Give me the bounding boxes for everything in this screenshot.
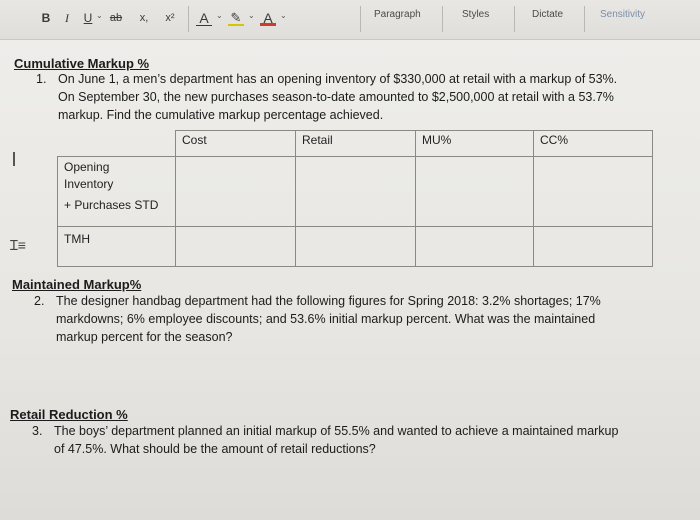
table-header-cc[interactable]: CC% xyxy=(534,131,653,157)
table-cell[interactable] xyxy=(296,227,416,267)
ribbon-divider xyxy=(514,6,515,32)
ribbon-divider xyxy=(584,6,585,32)
row-label-opening: Opening xyxy=(64,160,110,174)
ribbon-divider xyxy=(188,6,189,32)
section1-heading: Cumulative Markup % xyxy=(14,56,150,71)
sensitivity-button[interactable]: Sensitivity xyxy=(600,9,646,20)
question1-line2: On September 30, the new purchases season-to-date amounted to $2,500,000 at retail with a 53.7% xyxy=(58,90,614,104)
section3-heading: Retail Reduction % xyxy=(10,407,128,422)
document-page[interactable] xyxy=(0,40,700,520)
question3-line2: of 47.5%. What should be the amount of retail reductions? xyxy=(54,442,376,456)
question2-number: 2. xyxy=(34,294,45,308)
superscript-button[interactable]: x² xyxy=(165,12,175,24)
styles-button[interactable]: Styles xyxy=(462,9,490,20)
table-header-retail[interactable]: Retail xyxy=(296,131,416,157)
table-header-row xyxy=(58,131,653,157)
ribbon-divider xyxy=(360,6,361,32)
bold-button[interactable]: B xyxy=(41,11,51,25)
highlight-dropdown-icon[interactable]: ⌄ xyxy=(248,11,255,20)
font-color-dropdown-icon[interactable]: ⌄ xyxy=(280,11,287,20)
table-cell[interactable] xyxy=(534,157,653,227)
question2-line2: markdowns; 6% employee discounts; and 53.6% initial markup percent. What was the maintained xyxy=(56,312,596,326)
row-label-tmh: TMH xyxy=(64,232,90,246)
ribbon-divider xyxy=(442,6,443,32)
question1-line1: On June 1, a men’s department has an opening inventory of $330,000 at retail with a markup of 53%. xyxy=(58,72,618,86)
text-cursor-icon xyxy=(13,152,15,166)
formatting-ribbon xyxy=(0,0,700,40)
table-cell[interactable] xyxy=(296,157,416,227)
table-row xyxy=(58,157,653,227)
text-effects-dropdown-icon[interactable]: ⌄ xyxy=(216,11,223,20)
underline-button[interactable]: U xyxy=(83,11,93,25)
strikethrough-button[interactable]: ab xyxy=(109,12,123,24)
underline-dropdown-icon[interactable]: ⌄ xyxy=(96,11,103,20)
row-label-inventory: Inventory xyxy=(64,177,114,191)
table-header-mu[interactable]: MU% xyxy=(416,131,534,157)
table-corner-cell[interactable] xyxy=(58,131,176,157)
table-row xyxy=(58,227,653,267)
paragraph-button[interactable]: Paragraph xyxy=(374,9,421,20)
table-row-label-cell[interactable] xyxy=(58,227,176,267)
highlight-button[interactable]: ✎ xyxy=(228,10,244,26)
table-cell[interactable] xyxy=(176,227,296,267)
text-effects-button[interactable]: A xyxy=(196,10,212,26)
table-row-label-cell[interactable] xyxy=(58,157,176,227)
dictate-button[interactable]: Dictate xyxy=(532,9,564,20)
table-cell[interactable] xyxy=(534,227,653,267)
table-cell[interactable] xyxy=(176,157,296,227)
question1-line3: markup. Find the cumulative markup percentage achieved. xyxy=(58,108,384,122)
i-beam-cursor-icon: Ɪ≡ xyxy=(10,237,26,253)
question2-line3: markup percent for the season? xyxy=(56,330,233,344)
row-label-purchases: + Purchases STD xyxy=(64,198,159,212)
question3-line1: The boys’ department planned an initial markup of 55.5% and wanted to achieve a maintained markup xyxy=(54,424,619,438)
font-color-button[interactable]: A xyxy=(260,10,276,26)
table-cell[interactable] xyxy=(416,157,534,227)
italic-button[interactable]: I xyxy=(65,11,69,25)
section2-heading: Maintained Markup% xyxy=(12,277,142,292)
subscript-button[interactable]: x, xyxy=(139,12,149,24)
cumulative-markup-table xyxy=(57,130,653,267)
question2-line1: The designer handbag department had the following figures for Spring 2018: 3.2% shortages; 17% xyxy=(56,294,601,308)
question1-number: 1. xyxy=(36,72,47,86)
table-header-cost[interactable]: Cost xyxy=(176,131,296,157)
table-cell[interactable] xyxy=(416,227,534,267)
question3-number: 3. xyxy=(32,424,43,438)
